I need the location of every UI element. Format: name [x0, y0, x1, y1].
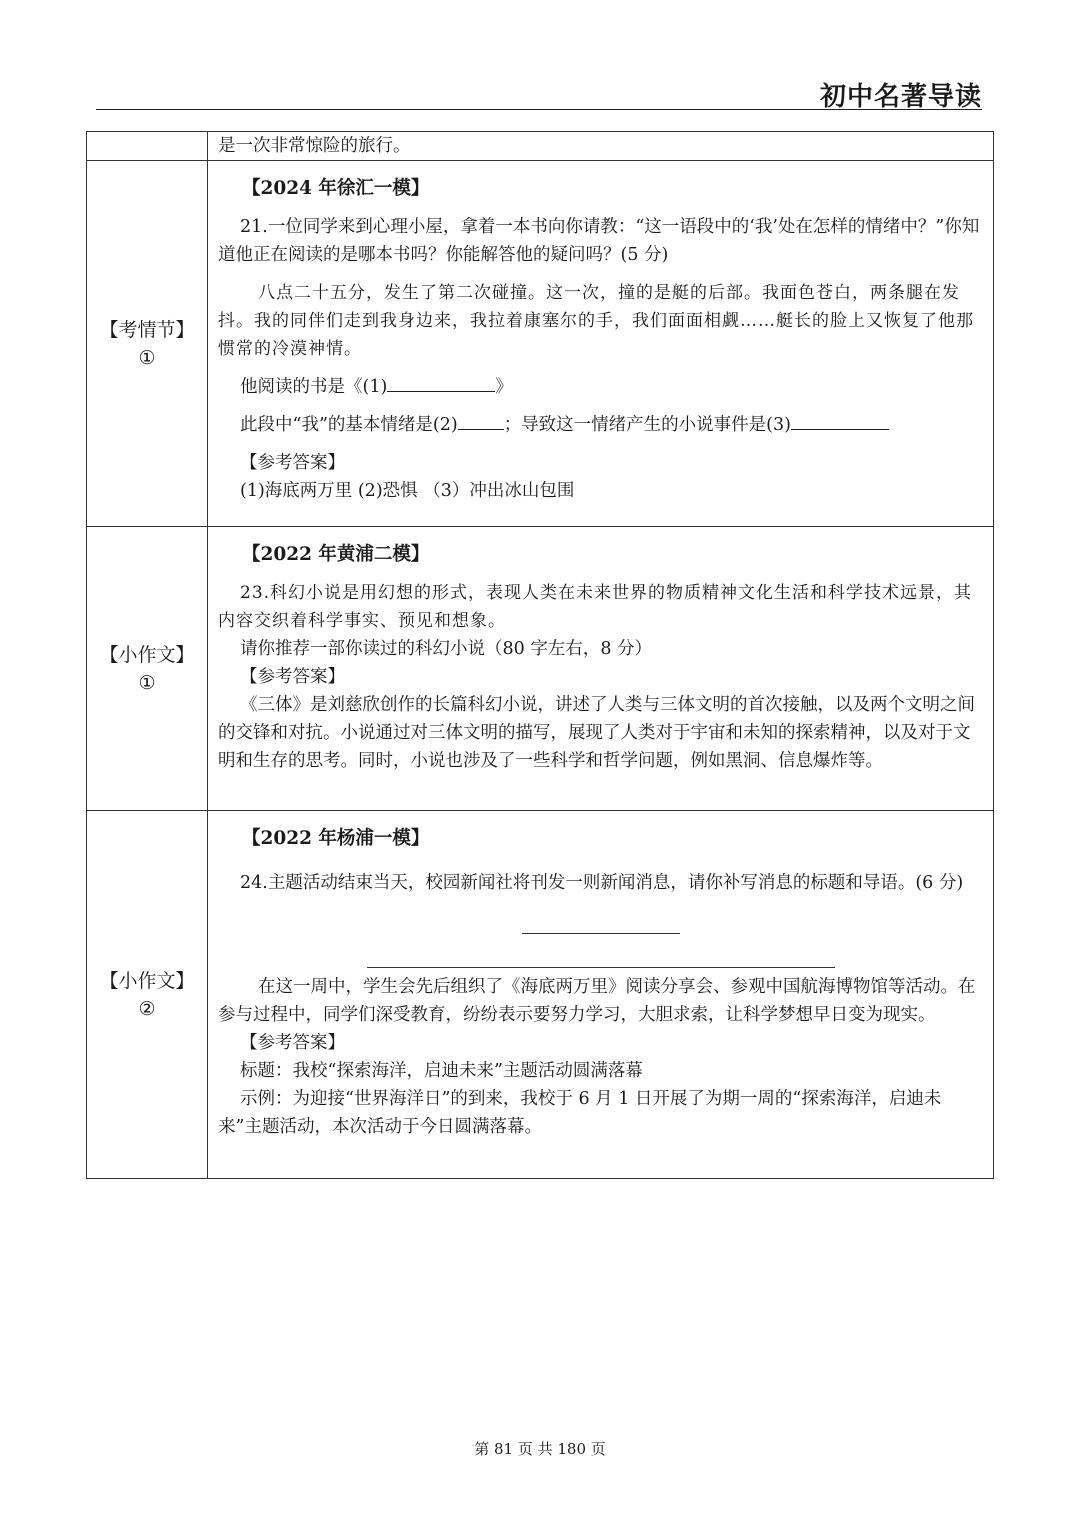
row0-label-cell	[87, 132, 208, 161]
table-row	[87, 161, 994, 527]
row2-source: 【2022 年黄浦二模】	[242, 544, 430, 565]
row2-content-cell	[208, 527, 994, 811]
page-number: 第 81 页 共 180 页	[474, 1440, 606, 1458]
row3-answer-example: 示例：为迎接“世界海洋日”的到来，我校于 6 月 1 日开展了为期一周的“探索海洋，启迪未来”主题活动，本次活动于今日圆满落幕。	[218, 1089, 942, 1137]
row0-text: 是一次非常惊险的旅行。	[218, 136, 411, 156]
table-row	[87, 527, 994, 811]
row2-label: 【小作文】	[99, 643, 195, 666]
row3-content-cell	[208, 811, 994, 1179]
row1-q2	[218, 411, 983, 439]
row1-source: 【2024 年徐汇一模】	[242, 178, 430, 199]
row1-blank-3	[791, 411, 889, 430]
row1-passage: 八点二十五分，发生了第二次碰撞。这一次，撞的是艇的后部。我面色苍白，两条腿在发抖。我的同伴们走到我身边来，我拉着康塞尔的手，我们面面相觑……艇长的脸上又恢复了他那惯常的冷漠神情。	[218, 283, 974, 359]
row1-label-cell	[87, 161, 208, 527]
header-title: 初中名著导读	[819, 82, 982, 112]
row3-source: 【2022 年杨浦一模】	[242, 828, 430, 849]
question-table	[86, 131, 994, 1179]
row2-question: 23.科幻小说是用幻想的形式，表现人类在未来世界的物质精神文化生活和科学技术远景，其内容交织着科学事实、预见和想象。	[218, 583, 973, 631]
row1-question: 21.一位同学来到心理小屋，拿着一本书向你请教：“这一语段中的‘我’处在怎样的情绪中？”你知道他正在阅读的是哪本书吗？你能解答他的疑问吗？(5 分)	[218, 217, 980, 265]
row1-q2-mid: ；导致这一情绪产生的小说事件是(3)	[503, 415, 791, 435]
row2-prompt: 请你推荐一部你读过的科幻小说（80 字左右，8 分）	[240, 639, 653, 659]
row0-content-cell	[208, 132, 994, 161]
row3-answer-label: 【参考答案】	[240, 1033, 345, 1053]
row1-q1-prefix: 他阅读的书是《(1)	[240, 377, 388, 397]
row3-news: 在这一周中，学生会先后组织了《海底两万里》阅读分享会、参观中国航海博物馆等活动。在参与过程中，同学们深受教育，纷纷表示要努力学习，大胆求索，让科学梦想早日变为现实。	[218, 977, 976, 1025]
row3-label: 【小作文】	[99, 969, 195, 992]
row3-label-num: ②	[138, 997, 156, 1020]
header-rule	[96, 109, 982, 110]
row1-q1-suffix: 》	[495, 377, 513, 397]
row1-content-cell	[208, 161, 994, 527]
row1-q1	[218, 373, 983, 401]
row2-answer-label: 【参考答案】	[240, 667, 345, 687]
row1-blank-2	[458, 411, 504, 430]
row1-blank-1	[387, 373, 495, 392]
row1-answer-label: 【参考答案】	[240, 453, 345, 473]
row1-answer: (1)海底两万里 (2)恐惧 （3）冲出冰山包围	[240, 481, 575, 501]
row2-answer: 《三体》是刘慈欣创作的长篇科幻小说，讲述了人类与三体文明的首次接触，以及两个文明之间的交锋和对抗。小说通过对三体文明的描写，展现了人类对于宇宙和未知的探索精神，以及对于文明和生存的思考。同时，小说也涉及了一些科学和哲学问题，例如黑洞、信息爆炸等。	[218, 695, 975, 771]
row2-label-num: ①	[138, 671, 156, 694]
row1-label: 【考情节】	[99, 318, 195, 341]
table-row	[87, 132, 994, 161]
row3-answer-title: 标题：我校“探索海洋，启迪未来”主题活动圆满落幕	[240, 1061, 643, 1081]
title-blank	[522, 933, 680, 934]
row3-title-blank-line	[218, 915, 983, 931]
row1-q2-prefix: 此段中“我”的基本情绪是(2)	[240, 415, 458, 435]
row1-label-num: ①	[138, 346, 156, 369]
row3-question: 24.主题活动结束当天，校园新闻社将刊发一则新闻消息，请你补写消息的标题和导语。(6 分)	[240, 873, 964, 893]
table-row	[87, 811, 994, 1179]
lead-blank	[367, 967, 835, 968]
row3-lead-blank-line	[218, 949, 983, 965]
row3-label-cell	[87, 811, 208, 1179]
row2-label-cell	[87, 527, 208, 811]
